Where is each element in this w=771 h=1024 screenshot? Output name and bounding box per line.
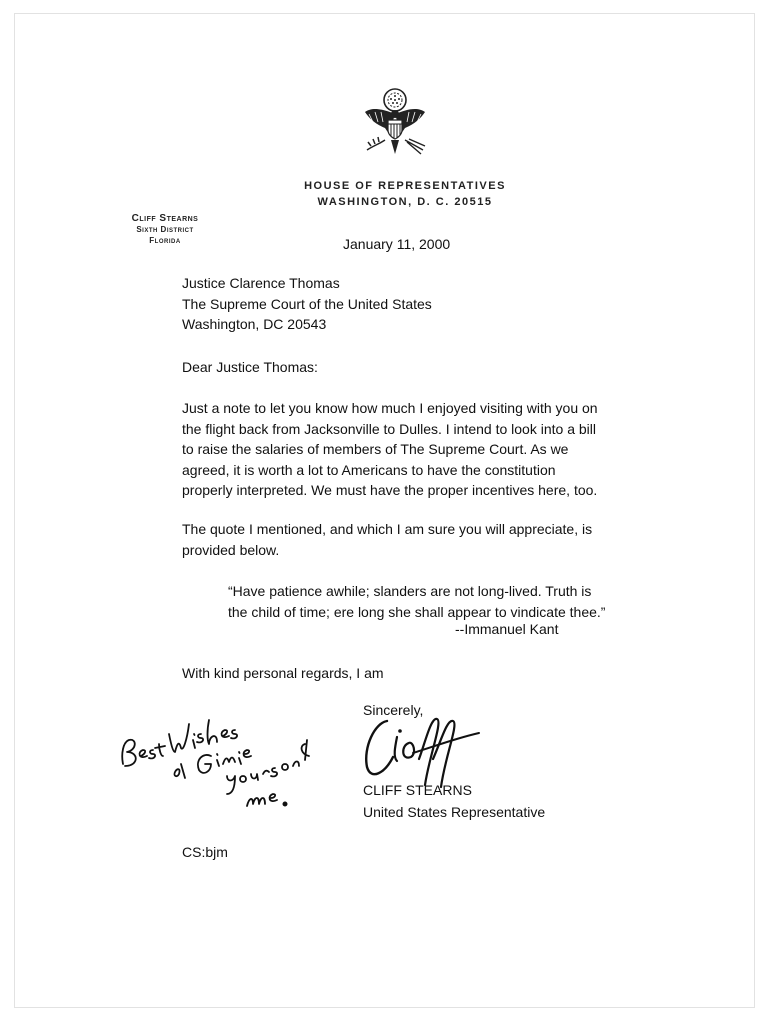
paragraph-line: The quote I mentioned, and which I am sure you will appreciate, is	[182, 521, 593, 537]
handwritten-note	[115, 694, 315, 824]
paragraph-line: Just a note to let you know how much I enjoyed visiting with you on	[182, 400, 598, 416]
paragraph-1	[182, 398, 598, 501]
quote-attribution: --Immanuel Kant	[455, 621, 559, 637]
paragraph-line: provided below.	[182, 541, 280, 558]
member-district: Sixth District	[136, 225, 194, 234]
signature	[353, 707, 483, 789]
closing-line: With kind personal regards, I am	[182, 665, 384, 681]
recipient-line: Justice Clarence Thomas	[182, 275, 340, 291]
recipient-line: Washington, DC 20543	[182, 316, 327, 332]
quote-line: “Have patience awhile; slanders are not long-lived. Truth is	[228, 583, 592, 599]
signer-title: United States Representative	[363, 804, 546, 820]
paragraph-line: to raise the salaries of members of The Supreme Court. As we	[182, 441, 569, 457]
letterhead-line-1: HOUSE OF REPRESENTATIVES	[304, 180, 506, 192]
signer-name: CLIFF STEARNS	[363, 782, 472, 798]
salutation: Dear Justice Thomas:	[182, 359, 318, 375]
quote-line: the child of time; ere long she shall appear to vindicate thee.”	[228, 603, 606, 620]
letterhead-line-2: WASHINGTON, D. C. 20515	[317, 196, 493, 208]
paragraph-line: agreed, it is worth a lot to Americans to have the constitution	[182, 461, 556, 478]
recipient-line: The Supreme Court of the United States	[182, 296, 432, 312]
member-name: Cliff Stearns	[131, 213, 199, 224]
typist-initials: CS:bjm	[182, 844, 228, 860]
paragraph-line: properly interpreted. We must have the proper incentives here, too.	[182, 482, 598, 498]
member-state: Florida	[149, 236, 181, 245]
letter-page	[14, 13, 755, 1008]
great-seal-eagle-icon	[355, 84, 435, 164]
closing: Sincerely,	[363, 702, 424, 718]
letter-date: January 11, 2000	[343, 236, 451, 252]
paragraph-2	[182, 519, 592, 560]
quote-block	[228, 581, 605, 622]
paragraph-line: the flight back from Jacksonville to Dulles. I intend to look into a bill	[182, 420, 596, 437]
